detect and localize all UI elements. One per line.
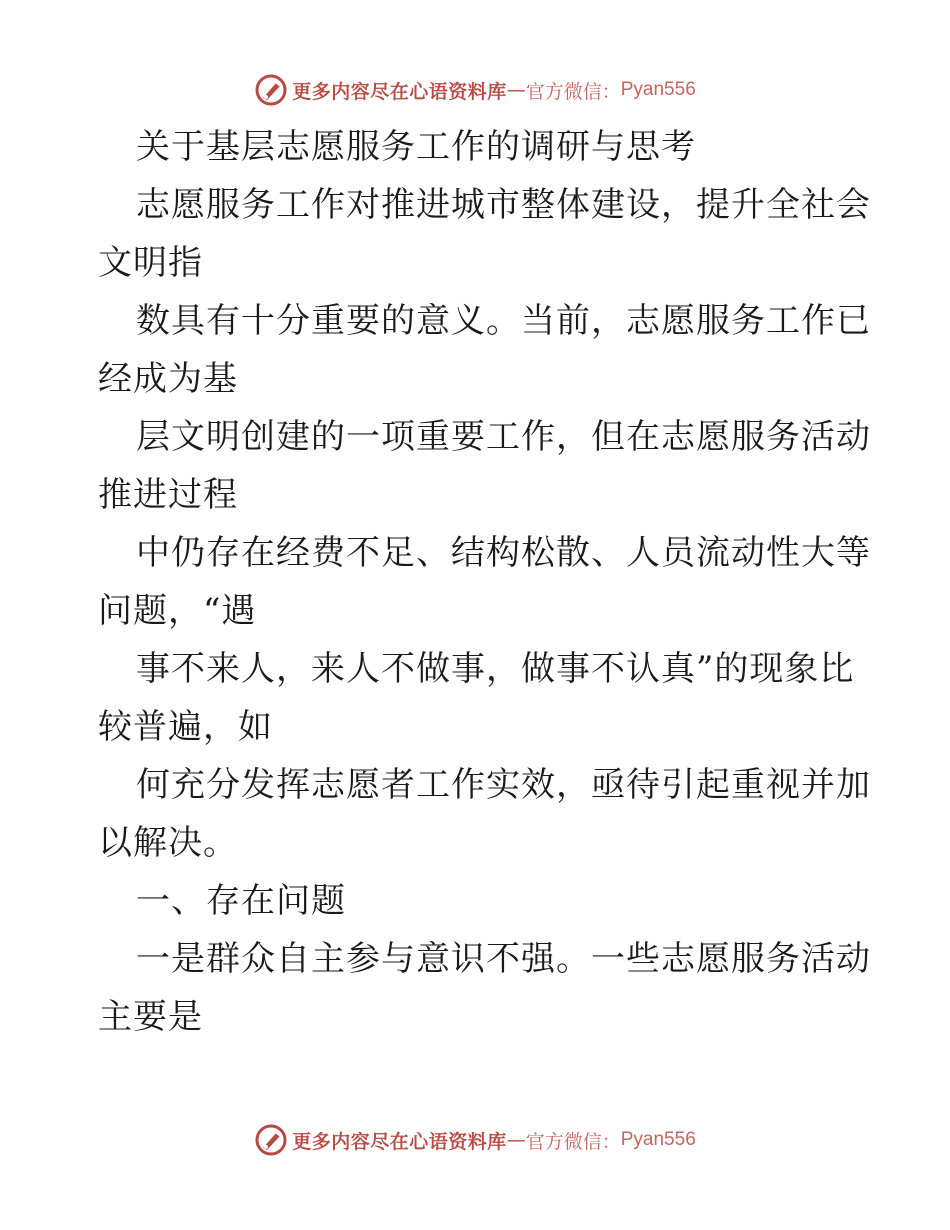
text-line: 志愿服务工作对推进城市整体建设，提升全社会 <box>136 185 871 225</box>
watermark-brand: 更多内容尽在心语资料库 <box>292 1130 507 1153</box>
text-line: 以解决。 <box>98 823 238 863</box>
text-line: 较普遍，如 <box>98 707 273 747</box>
document-body <box>98 118 871 1046</box>
watermark-contact-id: Pyan556 <box>620 1129 696 1150</box>
text-line: 推进过程 <box>98 475 238 515</box>
text-line: 主要是 <box>98 997 203 1037</box>
section-heading: 一、存在问题 <box>136 881 346 921</box>
text-line: 中仍存在经费不足、结构松散、人员流动性大等 <box>136 533 871 573</box>
watermark-footer <box>0 1120 950 1160</box>
text-line: 事不来人，来人不做事，做事不认真”的现象比 <box>136 649 855 689</box>
text-line: 何充分发挥志愿者工作实效，亟待引起重视并加 <box>136 765 871 805</box>
pen-seal-icon <box>254 1123 288 1157</box>
watermark-header <box>0 70 950 110</box>
watermark-contact-id: Pyan556 <box>620 79 696 100</box>
watermark-separator: — <box>506 79 526 101</box>
text-line: 一是群众自主参与意识不强。一些志愿服务活动 <box>136 939 871 979</box>
watermark-separator: — <box>506 1129 526 1151</box>
text-line: 问题，“遇 <box>98 591 257 631</box>
text-line: 层文明创建的一项重要工作，但在志愿服务活动 <box>136 417 871 457</box>
watermark-contact-label: 官方微信： <box>525 80 621 103</box>
watermark-contact-label: 官方微信： <box>525 1130 621 1153</box>
pen-seal-icon <box>254 73 288 107</box>
document-title: 关于基层志愿服务工作的调研与思考 <box>136 127 696 167</box>
text-line: 经成为基 <box>98 359 238 399</box>
text-line: 数具有十分重要的意义。当前，志愿服务工作已 <box>136 301 871 341</box>
text-line: 文明指 <box>98 243 203 283</box>
watermark-brand: 更多内容尽在心语资料库 <box>292 80 507 103</box>
